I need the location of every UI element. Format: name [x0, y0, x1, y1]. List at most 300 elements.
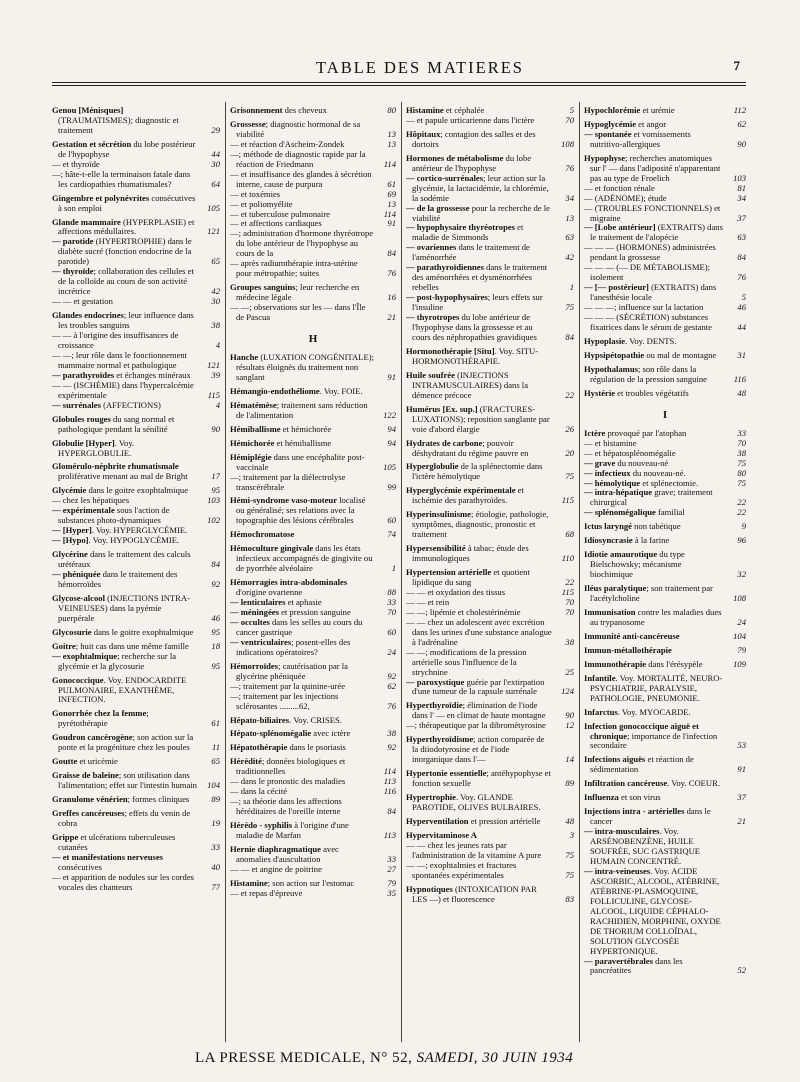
entry-heading: — intra-hépatique	[584, 487, 653, 498]
entry-text: familial	[655, 507, 685, 518]
entry-text: et maladie de Simmonds	[412, 222, 524, 243]
index-entry	[52, 331, 220, 351]
entry-text: ; huit cas dans une même famille	[75, 640, 189, 651]
index-entry	[584, 204, 746, 224]
index-entry	[52, 628, 220, 638]
index-entry	[230, 865, 396, 875]
entry-page-number: 76	[737, 272, 746, 283]
index-entry	[584, 365, 746, 385]
index-entry	[230, 757, 396, 777]
index-entry	[52, 795, 220, 805]
entry-page-number: 110	[561, 553, 574, 564]
entry-heading: — parotide	[52, 236, 94, 247]
entry-heading: Hypochlorémie	[584, 105, 641, 115]
entry-heading: Infarctus	[584, 706, 618, 717]
entry-page-number: 116	[733, 373, 746, 384]
entry-text: pour la recherche de le viabilité	[412, 202, 550, 223]
entry-text: . Voy. HYPERGLYCÉMIE.	[91, 525, 188, 536]
entry-heading: Glycose-alcool	[52, 592, 105, 603]
entry-text: ; recherches anatomiques sur l' — dans l'adiposité n'apparentant pas au type de Froelich	[590, 152, 721, 183]
entry-text: — —; leur rôle dans le fonctionnement mammaire normal et pathologique	[52, 349, 188, 370]
entry-text: (HYPERPLASIE) et affections médullaires.	[58, 216, 195, 237]
entry-text: ; leurs effets sur l'insuline	[412, 292, 543, 313]
entry-heading: Hypertrophie	[406, 792, 456, 803]
entry-text: et échanges minéraux	[114, 369, 191, 380]
entry-heading: Greffes cancéreuses	[52, 808, 125, 819]
entry-page-number: 108	[733, 593, 746, 604]
index-entry	[584, 793, 746, 803]
index-entry	[230, 821, 396, 841]
page-title: TABLE DES MATIERES	[316, 58, 524, 77]
index-entry	[230, 229, 396, 259]
index-entry	[584, 867, 746, 957]
entry-page-number: 83	[565, 893, 574, 904]
entry-heading: Ictus laryngé	[584, 521, 632, 532]
entry-heading: Hémiballisme	[230, 423, 281, 434]
entry-heading: Grossesse	[230, 118, 266, 129]
index-entry	[52, 106, 220, 136]
entry-page-number: 90	[565, 710, 574, 721]
entry-text: consécutives à son emploi	[58, 192, 196, 213]
entry-text: des cheveux	[282, 105, 327, 115]
entry-heading: Grippe	[52, 831, 79, 842]
entry-page-number: 60	[387, 626, 396, 637]
entry-heading: Hormonothérapie [Situ]	[406, 345, 495, 356]
entry-text: — et poliomyélite	[230, 198, 293, 209]
entry-text: (TRAUMATISMES); diagnostic et traitement	[58, 114, 179, 135]
entry-text: —; traitement par les injections sclérosantes .........62,	[230, 690, 339, 711]
entry-heading: Glandes endocrines	[52, 310, 124, 321]
entry-text: ; leur recherche en médecine légale	[236, 282, 360, 303]
entry-heading: Hémi-syndrome vaso-moteur	[230, 495, 338, 506]
entry-text: et ulcérations tuberculeuses cutanées	[58, 831, 176, 852]
entry-page-number: 34	[737, 192, 746, 203]
entry-text: et pression sanguine	[278, 606, 351, 617]
entry-text: ou mal de montagne	[644, 349, 717, 360]
index-entry	[230, 889, 396, 899]
entry-page-number: 75	[737, 477, 746, 488]
index-entry	[584, 660, 746, 670]
entry-heading: Immunothérapie	[584, 658, 647, 669]
entry-text: (INTOXICATION PAR LES —) et fluorescence	[412, 883, 537, 904]
index-entry	[52, 237, 220, 267]
entry-text: dans l'érésypèle	[646, 658, 703, 669]
index-entry	[584, 722, 746, 752]
entry-heading: Gestation et sécrétion	[52, 138, 132, 149]
entry-heading: Hystérie	[584, 387, 616, 398]
entry-text: — et thyroïde	[52, 158, 100, 169]
entry-heading: Injections intra - artérielles	[584, 806, 685, 817]
entry-heading: — parathyroïdes	[52, 369, 115, 380]
entry-page-number: 68	[565, 529, 574, 540]
entry-page-number: 76	[387, 700, 396, 711]
entry-heading: Hémichorée	[230, 437, 275, 448]
index-entry	[406, 648, 574, 678]
entry-heading: Hypoplasie	[584, 335, 626, 346]
entry-heading: — spontanée	[584, 128, 632, 139]
index-entry	[406, 154, 574, 174]
entry-page-number: 61	[211, 718, 220, 729]
entry-text: et urémie	[640, 105, 675, 115]
index-entry	[52, 853, 220, 873]
entry-text: — et insuffisance des glandes à sécrétion interne, cause de purpura	[230, 168, 372, 189]
entry-text: de la splénectomie dans l'ictère hémolytique	[412, 461, 543, 482]
entry-page-number: 108	[561, 138, 574, 149]
index-entry	[52, 267, 220, 297]
entry-heading: Hémorroïdes	[230, 660, 279, 671]
entry-page-number: 61	[387, 178, 396, 189]
index-entry	[406, 405, 574, 435]
entry-page-number: 4	[215, 399, 220, 410]
entry-page-number: 34	[565, 192, 574, 203]
entry-text: (INJECTIONS INTRAMUSCULAIRES) dans la démence précoce	[412, 369, 529, 400]
entry-page-number: 14	[565, 754, 574, 765]
entry-text: — après radiumthérapie intra-utérine pour métropathie; suites	[230, 258, 358, 279]
entry-text: ; effets du venin de cobra	[58, 808, 191, 828]
index-entry	[230, 259, 396, 279]
index-entry	[584, 283, 746, 303]
entry-page-number: 44	[211, 148, 220, 159]
index-entry	[584, 827, 746, 867]
entry-text: et hémichorée	[280, 423, 332, 434]
entry-text: (EXTRAITS) dans l'anesthésie locale	[590, 282, 717, 303]
entry-page-number: 13	[387, 198, 396, 209]
index-entry	[584, 755, 746, 775]
index-entry	[52, 709, 220, 729]
entry-page-number: 9	[741, 521, 746, 532]
index-entry	[52, 833, 220, 853]
entry-heading: Hémorragies intra-abdominales	[230, 577, 348, 588]
index-entry	[584, 106, 746, 116]
entry-text: ; importance de l'infection secondaire	[590, 730, 718, 751]
entry-heading: Goutte	[52, 756, 78, 767]
entry-text: et angor	[636, 118, 667, 129]
section-letter: H	[308, 333, 318, 346]
entry-heading: Hépato-splénomégalie	[230, 728, 312, 739]
entry-text: à l'origine d'une maladie de Marfan	[236, 820, 349, 841]
entry-heading: — lenticulaires	[230, 597, 286, 608]
index-entry	[584, 779, 746, 789]
entry-text: d'origine ovarienne	[236, 587, 303, 598]
entry-heading: Gonococcique	[52, 674, 104, 685]
entry-page-number: 52	[737, 965, 746, 976]
entry-page-number: 121	[207, 359, 220, 370]
entry-text: — et apparition de nodules sur les cordes vocales des chanteurs	[52, 871, 194, 892]
index-entry	[584, 957, 746, 977]
entry-page-number: 16	[387, 292, 396, 303]
entry-text: ; pyrétothérapie	[58, 708, 149, 729]
entry-text: — et hépatosplénomégalie	[584, 447, 676, 458]
entry-heading: — méningées	[230, 606, 279, 617]
entry-text: ; action comparée de la diiodotyrosine et de l'iode inorganique dans l'—	[412, 734, 545, 765]
entry-page-number: 102	[207, 515, 220, 526]
entry-page-number: 92	[387, 742, 396, 753]
index-entry	[52, 771, 220, 791]
entry-page-number: 1	[391, 563, 396, 574]
index-entry	[230, 439, 396, 449]
index-entry	[230, 150, 396, 170]
index-entry	[584, 674, 746, 704]
entry-page-number: 33	[737, 427, 746, 438]
entry-page-number: 70	[565, 606, 574, 617]
entry-page-number: 38	[565, 636, 574, 647]
index-entry	[52, 381, 220, 401]
entry-text: ; posent-elles des indications opératoires?	[236, 636, 351, 657]
entry-text: . Voy. COEUR.	[667, 778, 720, 789]
entry-page-number: 77	[211, 881, 220, 892]
entry-text: et son virus	[618, 792, 661, 803]
entry-text: — —; observations sur les — dans l'Île de Pascua	[230, 302, 366, 323]
index-entry	[406, 462, 574, 482]
entry-heading: — hypophysaire thyréotropes	[406, 222, 516, 233]
entry-heading: Immunité anti-cancéreuse	[584, 630, 680, 641]
entry-page-number: 113	[383, 830, 396, 841]
entry-text: . Voy. FOIE.	[319, 385, 363, 396]
entry-page-number: 22	[737, 497, 746, 508]
entry-page-number: 13	[387, 128, 396, 139]
index-entry	[230, 638, 396, 658]
entry-text: ; son rôle dans la régulation de la pression sanguine	[590, 363, 707, 384]
entry-text: du nouveau-né.	[630, 467, 686, 478]
entry-text: et réaction de sédimentation	[590, 754, 694, 775]
entry-text: — — chez un adolescent avec excrétion dans les urines d'une substance analogue à l'adrénaline	[406, 616, 552, 647]
entry-page-number: 109	[733, 658, 746, 669]
entry-heading: Hypnotiques	[406, 883, 453, 894]
entry-page-number: 21	[737, 816, 746, 827]
entry-heading: Hyperglycémie expérimentale	[406, 485, 516, 496]
index-entry	[230, 353, 396, 383]
entry-heading: Infections aiguës	[584, 754, 646, 765]
index-entry	[584, 313, 746, 333]
index-entry	[52, 506, 220, 526]
index-entry	[406, 861, 574, 881]
entry-page-number: 62	[737, 118, 746, 129]
entry-heading: — [Lobe antérieur]	[584, 222, 656, 233]
entry-text: — (TROUBLES FONCTIONNELS) et migraine	[584, 202, 721, 223]
entry-text: (LUXATION CONGÉNITALE); résultats éloignés du traitement non sanglant	[236, 352, 374, 382]
entry-page-number: 22	[565, 389, 574, 400]
index-entry	[52, 170, 220, 190]
header-rule-top	[52, 82, 746, 83]
entry-heading: Iléus paralytique	[584, 583, 647, 594]
entry-heading: Hyperventilation	[406, 815, 469, 826]
entry-heading: — ovariennes	[406, 242, 457, 253]
entry-text: — — — (HORMONES) administrées pendant la grossesse	[584, 242, 716, 263]
entry-page-number: 84	[737, 252, 746, 263]
entry-heading: Hyperthyroïdisme	[406, 734, 474, 745]
entry-page-number: 62	[387, 680, 396, 691]
entry-text: et pression artérielle	[468, 815, 541, 826]
index-entry	[230, 120, 396, 140]
entry-page-number: 84	[387, 248, 396, 259]
index-entry	[406, 263, 574, 293]
entry-text: ; antéhypophyse et fonction sexuelle	[412, 768, 551, 789]
entry-heading: — ventriculaires	[230, 636, 292, 647]
entry-page-number: 80	[387, 105, 396, 115]
page-header	[100, 58, 740, 80]
entry-heading: — [— postérieur]	[584, 282, 649, 293]
index-entry	[584, 223, 746, 243]
index-entry	[230, 496, 396, 526]
entry-heading: — intra-veineuses	[584, 865, 651, 876]
entry-heading: Grisonnement	[230, 105, 283, 115]
entry-text: et splénectomie.	[640, 477, 699, 488]
index-entry	[584, 536, 746, 546]
entry-page-number: 80	[737, 467, 746, 478]
entry-text: — — — (SÉCRÉTION) substances fixatrices dans le sérum de gestante	[584, 312, 712, 333]
entry-heading: Hérédo - syphilis	[230, 820, 293, 831]
entry-page-number: 5	[569, 105, 574, 115]
entry-page-number: 48	[565, 815, 574, 826]
entry-text: — — (ISCHÉMIE) dans l'hypercalcémie expérimentale	[52, 379, 194, 400]
entry-text: —; sa théorie dans les affections héréditaires de l'oreille interne	[230, 796, 342, 817]
entry-page-number: 95	[211, 660, 220, 671]
entry-text: . Voy. CRISES.	[289, 714, 342, 725]
entry-heading: Hypervitaminose A	[406, 829, 477, 840]
index-entry	[406, 568, 574, 588]
entry-text: ; son traitement par l'acétylcholine	[590, 583, 713, 604]
entry-page-number: 90	[737, 138, 746, 149]
entry-heading: Granulome vénérien	[52, 794, 128, 805]
entry-heading: Hernie diaphragmatique	[230, 844, 321, 854]
entry-page-number: 42	[565, 252, 574, 263]
entry-text: — — —; influence sur la lactation	[584, 302, 704, 313]
entry-text: et quotient lipidique du sang	[412, 567, 530, 587]
entry-heading: Groupes sanguins	[230, 282, 296, 293]
entry-heading: Glomérulo-néphrite rhumatismale	[52, 461, 179, 472]
entry-text: . Voy. ENDOCARDITE PULMONAIRE, EXANTHÈME, INFECTION.	[58, 674, 187, 705]
index-entry	[584, 389, 746, 399]
entry-text: — et toxémies	[230, 188, 281, 199]
index-entry	[584, 550, 746, 580]
entry-page-number: 40	[211, 861, 220, 872]
index-entry	[52, 311, 220, 331]
entry-page-number: 13	[565, 212, 574, 223]
entry-page-number: 63	[737, 232, 746, 243]
entry-page-number: 90	[211, 423, 220, 434]
index-entry	[406, 793, 574, 813]
entry-page-number: 103	[207, 495, 220, 506]
entry-page-number: 115	[561, 495, 574, 506]
entry-text: localisé ou généralisé; ses relations avec la topographie des lésions cérébrales	[236, 495, 366, 526]
entry-text: — —; lipémie et cholestérinémie	[406, 606, 521, 617]
entry-page-number: 84	[387, 806, 396, 817]
entry-text: (HYPERTROPHIE) dans le diabète sucré (fonction endocrine de la parotide)	[58, 236, 192, 267]
entry-text: ; son action sur l'estomac	[267, 877, 355, 888]
entry-heading: — grave	[584, 457, 616, 468]
entry-text: dans le goitre exophtalmique	[86, 485, 189, 496]
entry-text: — —; modifications de la pression artérielle sous l'influence de la strychnine	[406, 646, 527, 677]
entry-page-number: 22	[565, 576, 574, 587]
entry-text: — et histamine	[584, 437, 637, 448]
entry-heading: Idiotie amaurotique	[584, 549, 658, 560]
entry-heading: Gonorrhée chez la femme	[52, 708, 147, 719]
entry-page-number: 115	[561, 586, 574, 597]
index-entry	[52, 676, 220, 706]
entry-page-number: 113	[383, 776, 396, 787]
entry-page-number: 25	[565, 666, 574, 677]
entry-heading: Immun-métallothérapie	[584, 644, 672, 655]
entry-text: . Voy. GLANDE PAROTIDE, OLIVES BULBAIRES.	[412, 792, 541, 812]
entry-text: — — — (— DE MÉTABOLISME); isolement	[584, 262, 711, 283]
entry-heading: Huile soufrée	[406, 369, 455, 380]
entry-page-number: 105	[383, 461, 396, 472]
entry-heading: — phéniquée	[52, 568, 101, 579]
entry-text: . Voy. ACIDE ASCORBIC, ALCOOL, ATÉBRINE, ATÉBRINE-PLASMOQUINE, FOLLICULINE, GLYCOSE-ALCOOL, LIQUIDE CÉPHALO-RACHIDIEN, MORPHINE, OXYDE DE THORIUM COLLOÏDAL, SOLUTION GLYCOSÉE HYPERTONIQUE.	[590, 865, 721, 956]
index-entry	[406, 243, 574, 263]
entry-page-number: 89	[565, 778, 574, 789]
entry-text: du lobe antérieur de l'hypophyse	[412, 152, 532, 173]
entry-text: et troubles végétatifs	[615, 387, 689, 398]
entry-page-number: 63	[565, 232, 574, 243]
entry-text: dans les selles au cours du cancer gastrique	[236, 616, 363, 637]
entry-page-number: 37	[737, 792, 746, 803]
entry-page-number: 70	[565, 596, 574, 607]
entry-heading: Influenza	[584, 792, 619, 803]
entry-text: dans les pancréatites	[590, 955, 683, 976]
entry-page-number: 24	[387, 646, 396, 657]
entry-text: —; administration d'hormone thyréotrope du lobe antérieur de l'hypophyse au cours de la	[230, 228, 374, 259]
entry-page-number: 3	[569, 829, 574, 840]
entry-text: —; méthode de diagnostic rapide par la réaction de Friedmann	[230, 148, 366, 169]
index-entry	[584, 337, 746, 347]
entry-heading: Histamine	[230, 877, 268, 888]
index-entry	[584, 351, 746, 361]
entry-page-number: 95	[211, 626, 220, 637]
index-entry	[230, 303, 396, 323]
entry-text: — —; exophtalmies et fractures spontanées expérimentales	[406, 859, 517, 880]
index-entry	[230, 692, 396, 712]
entry-page-number: 99	[387, 481, 396, 492]
entry-heading: — hémolytique	[584, 477, 641, 488]
index-entry	[406, 347, 574, 367]
entry-text: — chez les hépatiques	[52, 495, 130, 506]
index-entry	[230, 283, 396, 303]
index-entry	[52, 873, 220, 893]
entry-heading: Gingembre et polynévrites	[52, 192, 150, 203]
entry-page-number: 81	[737, 182, 746, 193]
entry-text: — et papule urticarienne dans l'ictère	[406, 114, 535, 125]
entry-heading: — infectieux	[584, 467, 631, 478]
entry-text: ; formes cliniques	[127, 794, 190, 805]
entry-heading: Infiltration cancéreuse	[584, 778, 668, 789]
entry-text: ; contagion des salles et des dortoirs	[412, 128, 536, 149]
entry-text: — et fonction rénale	[584, 182, 655, 193]
entry-page-number: 70	[387, 606, 396, 617]
entry-text: ; élimination de l'iode dans l' — en climat de haute montagne	[412, 700, 546, 721]
entry-text: du nouveau-né	[615, 457, 669, 468]
entry-page-number: 65	[211, 756, 220, 767]
index-entry	[584, 488, 746, 508]
section-letter: I	[662, 408, 668, 421]
entry-heading: — [Hyper]	[52, 525, 92, 536]
index-entry	[52, 570, 220, 590]
index-entry	[406, 817, 574, 827]
entry-heading: — post-hypophysaires	[406, 292, 488, 303]
entry-heading: Glycosurie	[52, 626, 92, 637]
entry-text: — — et gestation	[52, 296, 113, 307]
footer-date: SAMEDI, 30 JUIN 1934	[416, 1050, 574, 1066]
index-entry	[230, 797, 396, 817]
entry-text: dans le traitement de l'aménorrhée	[412, 242, 530, 263]
entry-text: et hémiballisme	[274, 437, 332, 448]
entry-text: non tabétique	[631, 521, 681, 532]
entry-page-number: 95	[211, 485, 220, 496]
entry-page-number: 53	[737, 740, 746, 751]
entry-page-number: 84	[211, 559, 220, 570]
entry-text: — — chez les jeunes rats par l'administration de la vitamine A pure	[406, 839, 542, 860]
entry-text: . Voy. ARSÉNOBENZÈNE, HUILE SOUFRÉE, SUC GASTRIQUE HUMAIN CONCENTRÉ.	[590, 826, 701, 866]
